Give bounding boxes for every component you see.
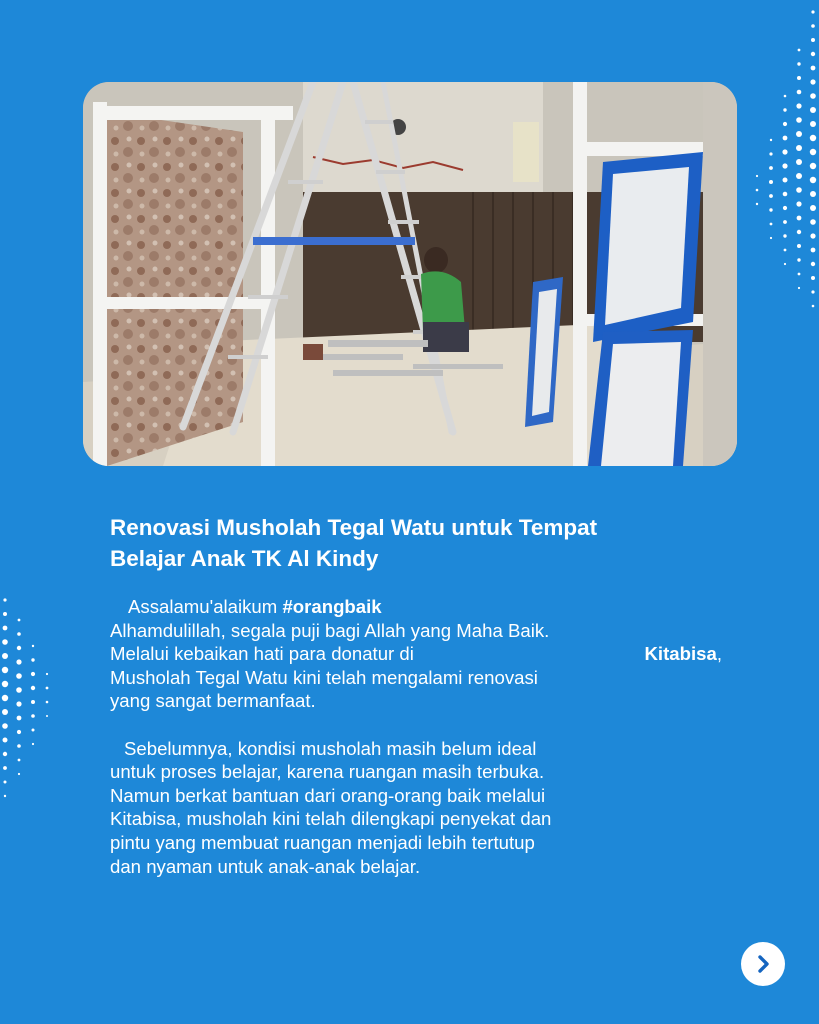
brand-kitabisa: Kitabisa bbox=[644, 643, 717, 665]
line-text: Melalui kebaikan hati para donatur di bbox=[110, 643, 414, 665]
dot-pattern-left bbox=[0, 590, 60, 810]
paragraph-before-line5: pintu yang membuat ruangan menjadi lebih tertutup bbox=[110, 831, 535, 853]
paragraph-before-line6: dan nyaman untuk anak-anak belajar. bbox=[110, 855, 421, 877]
post-title-line1: Renovasi Musholah Tegal Watu untuk Tempat bbox=[110, 515, 598, 540]
chevron-right-icon bbox=[752, 953, 774, 975]
paragraph-intro-line3 bbox=[110, 642, 722, 666]
greeting-line bbox=[110, 595, 722, 619]
paragraph-intro-line5: yang sangat bermanfaat. bbox=[110, 690, 316, 712]
post-title bbox=[110, 512, 730, 574]
post-title-line2: Belajar Anak TK Al Kindy bbox=[110, 546, 379, 571]
paragraph-before-line2: untuk proses belajar, karena ruangan masih terbuka. bbox=[110, 761, 545, 783]
paragraph-intro-line4: Musholah Tegal Watu kini telah mengalami renovasi bbox=[110, 666, 538, 688]
paragraph-before bbox=[110, 737, 722, 879]
comma: , bbox=[716, 643, 722, 665]
renovation-photo bbox=[83, 82, 737, 466]
post-body bbox=[110, 595, 722, 878]
hashtag-link[interactable]: #orangbaik bbox=[282, 596, 382, 617]
paragraph-before-line1: Sebelumnya, kondisi musholah masih belum ideal bbox=[124, 737, 537, 759]
paragraph-before-line3: Namun berkat bantuan dari orang-orang baik melalui bbox=[110, 784, 546, 806]
paragraph-before-line4: Kitabisa, musholah kini telah dilengkapi penyekat dan bbox=[110, 808, 552, 830]
next-slide-button[interactable] bbox=[741, 942, 785, 986]
greeting-text: Assalamu'alaikum bbox=[128, 596, 278, 617]
paragraph-intro-line2 bbox=[110, 619, 722, 643]
line-text: Alhamdulillah, segala puji bagi Allah yang Maha Baik. bbox=[110, 619, 550, 641]
paragraph-intro bbox=[110, 595, 722, 713]
